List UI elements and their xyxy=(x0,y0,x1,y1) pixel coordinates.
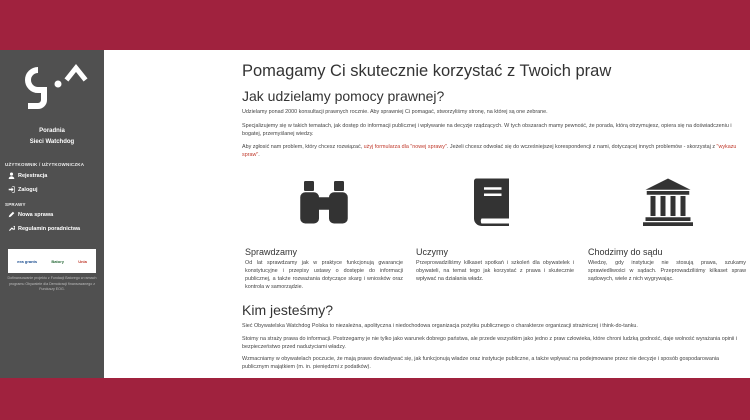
paragraph-specialization: Specjalizujemy się w takich tematach, jak dostęp do informacji publicznej i wpływanie na decyzje rządzących. W tych obszarach mamy pewność, że porada, którą otrzymujesz, opiera się na doświadczeniu i bogatej, przemyślanej wiedzy. xyxy=(242,123,732,137)
paragraph-report xyxy=(242,143,744,159)
nav-register-label: Rejestracja xyxy=(18,172,48,179)
funding-footnote: Dofinansowanie projektu z Fundacji Batorego w ramach programu Obywatele dla Demokracji finansowanego z Funduszy EOG. xyxy=(7,276,97,291)
brand-line-2: Sieci Watchdog xyxy=(29,139,75,145)
paragraph-consultations: Udzielamy ponad 2000 konsultacji prawnych rocznie. Aby sprawniej Ci pomagać, stworzyliśmy stronę, na której są one zebrane. xyxy=(242,109,548,115)
nav-login[interactable] xyxy=(8,186,38,193)
binoculars-icon xyxy=(299,176,349,226)
feature-book xyxy=(414,176,574,231)
paragraph-who-2: Stoimy na straży prawa do informacji. Postrzegamy je nie tylko jako warunek dobrego państwa, ale przede wszystkim jako jedno z praw człowieka, które chroni ludzką godność, daje wolność wyrażania opinii i bezpieczeństwo przed nadużyciami władzy. xyxy=(242,336,737,350)
main-content xyxy=(104,50,750,378)
batory-logo: Batory xyxy=(51,258,64,264)
feature-title-teach: Uczymy xyxy=(416,247,448,257)
nav-rules[interactable] xyxy=(8,225,80,232)
heading-who: Kim jesteśmy? xyxy=(242,302,334,318)
feature-binoculars xyxy=(244,176,404,231)
sidebar xyxy=(0,50,104,378)
nav-rules-label: Regulamin poradnictwa xyxy=(18,225,81,232)
nav-new-case[interactable] xyxy=(8,211,53,218)
page-frame xyxy=(0,50,750,378)
partner-logos xyxy=(8,249,96,273)
eu-logo: Unia xyxy=(78,258,87,264)
report-text-c: . xyxy=(258,152,260,158)
heading-how: Jak udzielamy pomocy prawnej? xyxy=(242,88,445,104)
pencil-icon xyxy=(8,211,15,218)
feature-text-court: Wiedzę, gdy instytucje nie stosują prawa, szukamy sprawiedliwości w sądach. Przeprowadziliśmy kilkaset spraw sądowych, wiele z nich wygrywając. xyxy=(588,260,746,282)
feature-title-court: Chodzimy do sądu xyxy=(588,247,663,257)
nav-register[interactable] xyxy=(8,172,47,179)
paragraph-who-3: Wzmacniamy w obywatelach poczucie, że mają prawo dowiadywać się, jak funkcjonują władze oraz instytucje publiczne, a także wpływać na podejmowane przez nie decyzje i sposób gospodarowania publicznym majątkiem (m. in. pieniędzmi z podatków). xyxy=(242,356,720,370)
nav-new-case-label: Nowa sprawa xyxy=(18,211,54,218)
courthouse-icon xyxy=(643,176,693,226)
feature-courthouse xyxy=(588,176,748,231)
book-icon xyxy=(469,176,519,226)
section-cases-heading: SPRAWY xyxy=(5,202,26,207)
report-text-a: Aby zgłosić nam problem, który chcesz rozwiązać, xyxy=(242,144,364,150)
brand-name xyxy=(0,126,104,148)
new-case-form-link[interactable]: użyj formularza dla "nowej sprawy" xyxy=(363,144,447,150)
eea-grants-logo: eea grants xyxy=(17,258,38,264)
section-user-heading: UŻYTKOWNIK / UŻYTKOWNICZKA xyxy=(5,162,85,167)
paragraph-who-1: Sieć Obywatelska Watchdog Polska to niezależna, apolityczna i niedochodowa organizacja pożytku publicznego o charakterze organizacji strażniczej i think-do-tanku. xyxy=(242,323,638,329)
watchdog-logo[interactable] xyxy=(16,60,88,116)
user-icon xyxy=(8,172,15,179)
page-title: Pomagamy Ci skutecznie korzystać z Twoich praw xyxy=(242,62,612,80)
feature-text-teach: Przeprowadziliśmy kilkaset spotkań i szkoleń dla obywatelek i obywateli, na temat tego jak korzystać z prawa i skutecznie wpływać na działania władz. xyxy=(416,260,574,282)
feature-text-check: Od lat sprawdzamy jak w praktyce funkcjonują gwarancje konstytucyjne i przepisy ustawy o dostępie do informacji publicznej, a także rozważania dotyczące skarg i wniosków oraz kontrola w samorządzie. xyxy=(245,260,403,290)
report-text-b: . Jeżeli chcesz odwołać się do wcześniejszej korespondencji z nami, dotyczącej innych problemów - skorzystaj z xyxy=(446,144,717,150)
sign-in-icon xyxy=(8,186,15,193)
case-list-link[interactable]: "wykazu spraw" xyxy=(242,144,737,158)
wrench-icon xyxy=(8,225,15,232)
feature-title-check: Sprawdzamy xyxy=(245,247,298,257)
nav-login-label: Zaloguj xyxy=(18,186,38,193)
brand-line-1: Poradnia xyxy=(39,128,65,134)
